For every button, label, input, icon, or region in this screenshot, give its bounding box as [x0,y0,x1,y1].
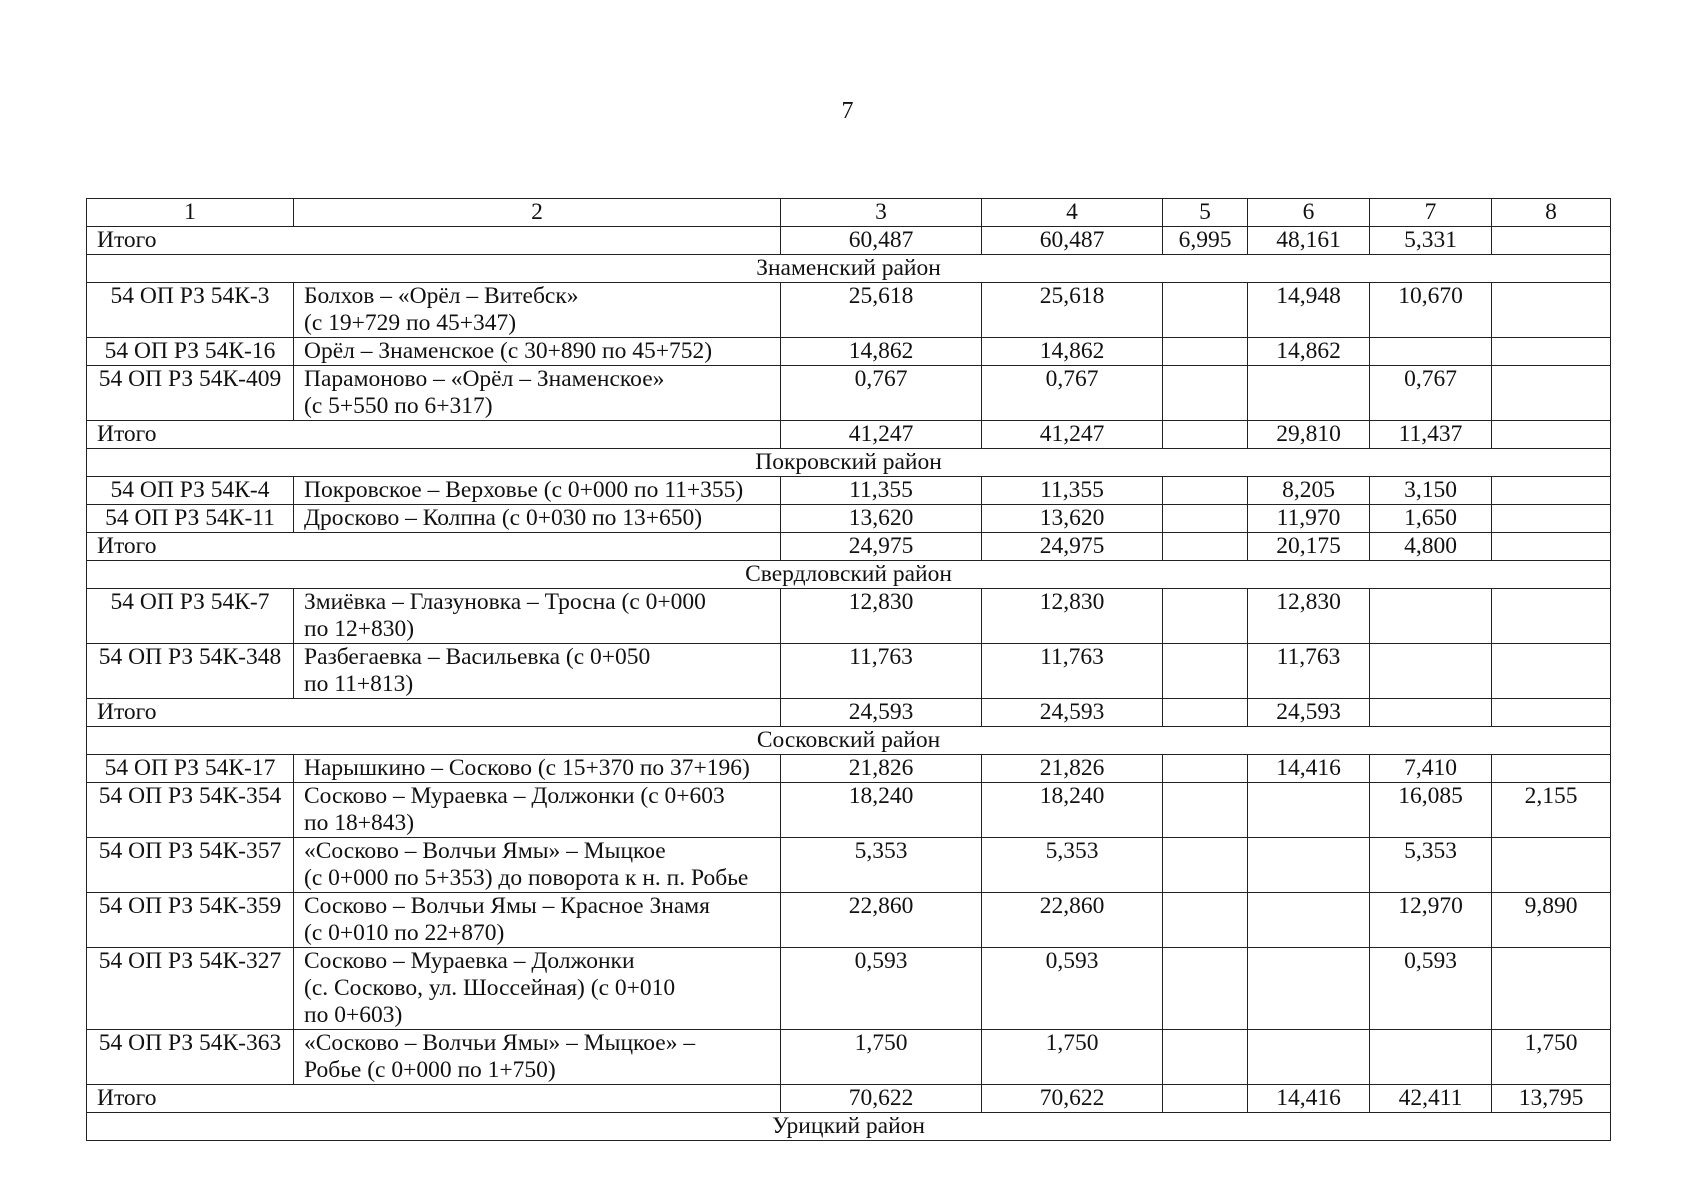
total-value-col3: 41,247 [781,421,982,449]
road-row [87,589,1611,644]
value-col8 [1492,838,1611,893]
district-title: Свердловский район [87,561,1611,589]
road-code: 54 ОП РЗ 54К-357 [87,838,294,893]
total-row [87,699,1611,727]
total-value-col6: 48,161 [1248,227,1370,255]
road-code: 54 ОП РЗ 54К-348 [87,644,294,699]
road-code: 54 ОП РЗ 54К-327 [87,948,294,1030]
total-value-col6: 20,175 [1248,533,1370,561]
value-col7: 10,670 [1370,283,1492,338]
total-row [87,421,1611,449]
total-value-col4: 24,593 [982,699,1163,727]
value-col5 [1163,505,1248,533]
road-code: 54 ОП РЗ 54К-409 [87,366,294,421]
value-col6 [1248,1030,1370,1085]
total-value-col7: 5,331 [1370,227,1492,255]
road-code: 54 ОП РЗ 54К-354 [87,783,294,838]
road-row [87,893,1611,948]
total-value-col3: 70,622 [781,1085,982,1113]
value-col5 [1163,589,1248,644]
district-row [87,561,1611,589]
value-col4: 13,620 [982,505,1163,533]
road-name: Покровское – Верховье (с 0+000 по 11+355) [294,477,781,505]
total-value-col8: 13,795 [1492,1085,1611,1113]
total-label: Итого [87,227,781,255]
district-title: Знаменский район [87,255,1611,283]
value-col7 [1370,338,1492,366]
value-col7: 0,767 [1370,366,1492,421]
road-row [87,366,1611,421]
value-col8 [1492,589,1611,644]
value-col6: 14,948 [1248,283,1370,338]
value-col5 [1163,338,1248,366]
column-header-7: 7 [1370,199,1492,227]
value-col4: 5,353 [982,838,1163,893]
value-col5 [1163,755,1248,783]
value-col7: 1,650 [1370,505,1492,533]
district-row [87,727,1611,755]
value-col6 [1248,893,1370,948]
value-col4: 11,763 [982,644,1163,699]
value-col6: 8,205 [1248,477,1370,505]
total-value-col4: 60,487 [982,227,1163,255]
total-value-col5: 6,995 [1163,227,1248,255]
value-col7: 7,410 [1370,755,1492,783]
value-col4: 14,862 [982,338,1163,366]
district-title: Сосковский район [87,727,1611,755]
column-header-3: 3 [781,199,982,227]
value-col6 [1248,838,1370,893]
road-name: «Сосково – Волчьи Ямы» – Мыцкое (с 0+000 по 5+353) до поворота к н. п. Робье [294,838,781,893]
value-col7: 12,970 [1370,893,1492,948]
total-value-col8 [1492,699,1611,727]
road-name: Сосково – Волчьи Ямы – Красное Знамя (с 0+010 по 22+870) [294,893,781,948]
value-col6 [1248,366,1370,421]
value-col3: 12,830 [781,589,982,644]
value-col7 [1370,1030,1492,1085]
road-row [87,783,1611,838]
total-value-col4: 41,247 [982,421,1163,449]
road-code: 54 ОП РЗ 54К-363 [87,1030,294,1085]
value-col3: 1,750 [781,1030,982,1085]
district-row [87,255,1611,283]
road-name: Болхов – «Орёл – Витебск» (с 19+729 по 45+347) [294,283,781,338]
road-name: Змиёвка – Глазуновка – Тросна (с 0+000 по 12+830) [294,589,781,644]
value-col5 [1163,644,1248,699]
road-name: Парамоново – «Орёл – Знаменское» (с 5+550 по 6+317) [294,366,781,421]
road-code: 54 ОП РЗ 54К-17 [87,755,294,783]
value-col6: 11,763 [1248,644,1370,699]
value-col8: 1,750 [1492,1030,1611,1085]
value-col6 [1248,948,1370,1030]
value-col4: 25,618 [982,283,1163,338]
value-col6 [1248,783,1370,838]
road-code: 54 ОП РЗ 54К-11 [87,505,294,533]
column-header-2: 2 [294,199,781,227]
value-col6: 14,862 [1248,338,1370,366]
value-col8 [1492,505,1611,533]
road-code: 54 ОП РЗ 54К-16 [87,338,294,366]
value-col5 [1163,783,1248,838]
value-col8 [1492,477,1611,505]
district-row [87,1113,1611,1141]
value-col5 [1163,477,1248,505]
value-col4: 1,750 [982,1030,1163,1085]
value-col7: 5,353 [1370,838,1492,893]
value-col6: 12,830 [1248,589,1370,644]
header-row [87,199,1611,227]
value-col5 [1163,893,1248,948]
value-col5 [1163,1030,1248,1085]
total-value-col5 [1163,699,1248,727]
road-row [87,755,1611,783]
total-value-col7: 42,411 [1370,1085,1492,1113]
road-row [87,338,1611,366]
value-col8 [1492,366,1611,421]
value-col8 [1492,948,1611,1030]
road-code: 54 ОП РЗ 54К-7 [87,589,294,644]
road-name: Орёл – Знаменское (с 30+890 по 45+752) [294,338,781,366]
value-col6: 14,416 [1248,755,1370,783]
total-value-col6: 14,416 [1248,1085,1370,1113]
value-col6: 11,970 [1248,505,1370,533]
total-value-col3: 24,975 [781,533,982,561]
value-col3: 0,593 [781,948,982,1030]
road-row [87,505,1611,533]
total-row [87,227,1611,255]
value-col5 [1163,948,1248,1030]
value-col8 [1492,283,1611,338]
road-name: Сосково – Мураевка – Должонки (с 0+603 по 18+843) [294,783,781,838]
value-col8 [1492,644,1611,699]
value-col8: 9,890 [1492,893,1611,948]
value-col7: 3,150 [1370,477,1492,505]
value-col4: 18,240 [982,783,1163,838]
value-col4: 11,355 [982,477,1163,505]
total-value-col8 [1492,421,1611,449]
value-col4: 0,593 [982,948,1163,1030]
total-value-col7: 11,437 [1370,421,1492,449]
value-col4: 0,767 [982,366,1163,421]
road-code: 54 ОП РЗ 54К-3 [87,283,294,338]
district-row [87,449,1611,477]
page-number: 7 [841,98,854,124]
value-col3: 22,860 [781,893,982,948]
total-value-col7: 4,800 [1370,533,1492,561]
value-col3: 25,618 [781,283,982,338]
road-name: Нарышкино – Сосково (с 15+370 по 37+196) [294,755,781,783]
total-label: Итого [87,421,781,449]
value-col5 [1163,838,1248,893]
road-row [87,477,1611,505]
total-value-col8 [1492,533,1611,561]
road-row [87,283,1611,338]
total-value-col5 [1163,1085,1248,1113]
value-col3: 5,353 [781,838,982,893]
district-title: Покровский район [87,449,1611,477]
total-value-col3: 60,487 [781,227,982,255]
value-col3: 13,620 [781,505,982,533]
road-name: Разбегаевка – Васильевка (с 0+050 по 11+813) [294,644,781,699]
column-header-5: 5 [1163,199,1248,227]
value-col7 [1370,644,1492,699]
district-title: Урицкий район [87,1113,1611,1141]
value-col7: 0,593 [1370,948,1492,1030]
road-row [87,644,1611,699]
road-row [87,1030,1611,1085]
road-name: «Сосково – Волчьи Ямы» – Мыцкое» – Робье (с 0+000 по 1+750) [294,1030,781,1085]
total-value-col8 [1492,227,1611,255]
value-col3: 0,767 [781,366,982,421]
value-col4: 22,860 [982,893,1163,948]
column-header-1: 1 [87,199,294,227]
total-value-col4: 70,622 [982,1085,1163,1113]
value-col5 [1163,283,1248,338]
total-value-col6: 24,593 [1248,699,1370,727]
road-code: 54 ОП РЗ 54К-4 [87,477,294,505]
value-col3: 18,240 [781,783,982,838]
total-label: Итого [87,533,781,561]
total-label: Итого [87,699,781,727]
total-value-col6: 29,810 [1248,421,1370,449]
road-row [87,948,1611,1030]
total-value-col7 [1370,699,1492,727]
value-col8: 2,155 [1492,783,1611,838]
value-col7 [1370,589,1492,644]
total-row [87,533,1611,561]
value-col3: 14,862 [781,338,982,366]
total-value-col3: 24,593 [781,699,982,727]
value-col3: 11,355 [781,477,982,505]
value-col8 [1492,338,1611,366]
column-header-8: 8 [1492,199,1611,227]
road-code: 54 ОП РЗ 54К-359 [87,893,294,948]
total-label: Итого [87,1085,781,1113]
roads-table [86,198,1611,1141]
total-value-col5 [1163,421,1248,449]
value-col5 [1163,366,1248,421]
total-value-col4: 24,975 [982,533,1163,561]
road-name: Дросково – Колпна (с 0+030 по 13+650) [294,505,781,533]
total-value-col5 [1163,533,1248,561]
value-col4: 21,826 [982,755,1163,783]
value-col3: 21,826 [781,755,982,783]
road-row [87,838,1611,893]
value-col7: 16,085 [1370,783,1492,838]
value-col8 [1492,755,1611,783]
column-header-6: 6 [1248,199,1370,227]
road-name: Сосково – Мураевка – Должонки (с. Сосково, ул. Шоссейная) (с 0+010 по 0+603) [294,948,781,1030]
value-col4: 12,830 [982,589,1163,644]
value-col3: 11,763 [781,644,982,699]
column-header-4: 4 [982,199,1163,227]
total-row [87,1085,1611,1113]
